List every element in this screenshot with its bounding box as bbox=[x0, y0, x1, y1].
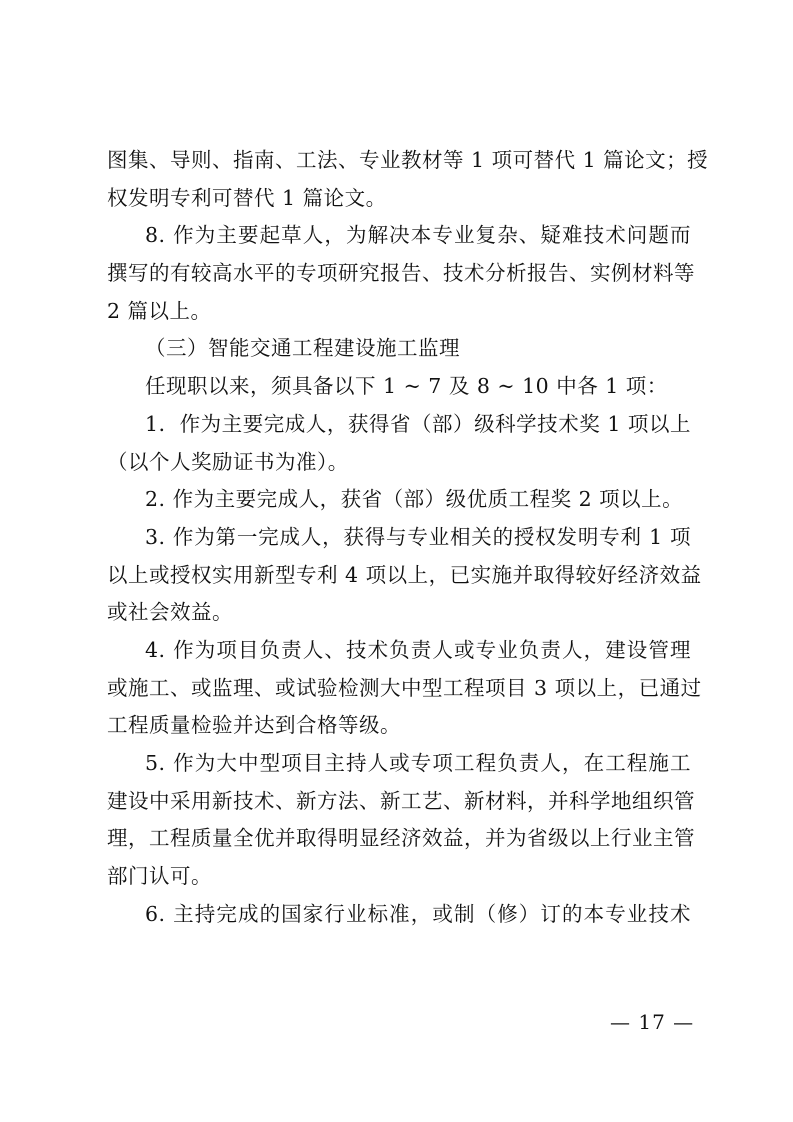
text-line-21: 6. 主持完成的国家行业标准，或制（修）订的本专业技术 bbox=[145, 901, 691, 926]
section-heading: （三）智能交通工程建设施工监理 bbox=[145, 336, 460, 361]
page-number: — 17 — bbox=[610, 1010, 695, 1034]
document-body bbox=[107, 142, 709, 933]
text-line-2: 权发明专利可替代 1 篇论文。 bbox=[107, 185, 387, 210]
text-line-18: 建设中采用新技术、新方法、新工艺、新材料，并科学地组织管 bbox=[107, 788, 695, 813]
text-line-17: 5. 作为大中型项目主持人或专项工程负责人，在工程施工 bbox=[145, 751, 691, 775]
text-line-5: 2 篇以上。 bbox=[107, 298, 212, 323]
text-line-16: 工程质量检验并达到合格等级。 bbox=[107, 713, 401, 738]
text-line-13: 或社会效益。 bbox=[107, 600, 233, 625]
text-line-1: 图集、导则、指南、工法、专业教材等 1 项可替代 1 篇论文；授 bbox=[107, 148, 709, 172]
text-line-9: （以个人奖励证书为准）。 bbox=[107, 449, 349, 474]
text-line-11: 3. 作为第一完成人，获得与专业相关的授权发明专利 1 项 bbox=[145, 524, 691, 549]
text-line-3: 8. 作为主要起草人，为解决本专业复杂、疑难技术问题而 bbox=[145, 223, 691, 248]
text-line-20: 部门认可。 bbox=[107, 864, 212, 889]
text-line-10: 2. 作为主要完成人，获省（部）级优质工程奖 2 项以上。 bbox=[145, 487, 684, 512]
text-line-4: 撰写的有较高水平的专项研究报告、技术分析报告、实例材料等 bbox=[107, 261, 695, 286]
text-line-19: 理，工程质量全优并取得明显经济效益，并为省级以上行业主管 bbox=[107, 826, 695, 851]
text-line-12: 以上或授权实用新型专利 4 项以上，已实施并取得较好经济效益 bbox=[107, 562, 702, 587]
text-line-8: 1．作为主要完成人，获得省（部）级科学技术奖 1 项以上 bbox=[145, 411, 691, 436]
text-line-14: 4. 作为项目负责人、技术负责人或专业负责人，建设管理 bbox=[145, 637, 691, 662]
text-line-7: 任现职以来，须具备以下 1 ~ 7 及 8 ~ 10 中各 1 项： bbox=[145, 374, 668, 399]
text-line-15: 或施工、或监理、或试验检测大中型工程项目 3 项以上，已通过 bbox=[107, 675, 702, 700]
